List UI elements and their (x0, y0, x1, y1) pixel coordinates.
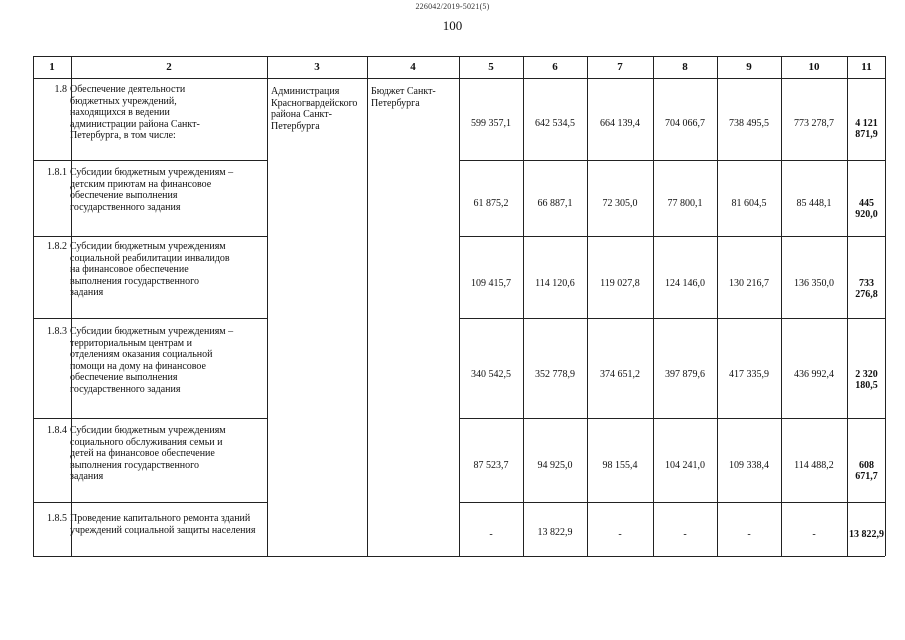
row-value-y5: - (747, 529, 751, 540)
row-value-y5: 130 216,7 (729, 278, 769, 289)
row-value-y6: 436 992,4 (794, 369, 834, 380)
row-code: 1.8 (54, 84, 67, 95)
row-value-y1: 340 542,5 (471, 369, 511, 380)
column-divider (523, 56, 524, 556)
row-value-y3: 374 651,2 (600, 369, 640, 380)
row-divider (33, 236, 267, 237)
header-col-9: 9 (746, 61, 752, 73)
row-value-y1: 87 523,7 (473, 460, 509, 471)
row-value-y3: 72 305,0 (602, 198, 638, 209)
row-value-y2: 66 887,1 (537, 198, 573, 209)
row-name: Субсидии бюджетным учреждениям социального обслуживания семьи и детей на финансовое обеспечение выполнения государственного задания (70, 425, 226, 483)
header-col-11: 11 (861, 61, 872, 73)
row-name: Субсидии бюджетным учреждениям – территориальным центрам и отделениям оказания социальной помощи на дому на финансовое обеспечение выполнения государственного задания (70, 326, 234, 395)
row-value-y4: 397 879,6 (665, 369, 705, 380)
row-value-y6: 136 350,0 (794, 278, 834, 289)
row-name: Обеспечение деятельности бюджетных учреждений, находящихся в ведении администрации района Санкт-Петербурга, в том числе: (70, 84, 200, 142)
row-value-y4: - (683, 529, 687, 540)
row-code: 1.8.2 (47, 241, 67, 252)
header-col-1: 1 (49, 61, 55, 73)
row-divider (33, 502, 267, 503)
row-value-y1: 61 875,2 (473, 198, 509, 209)
column-divider (459, 56, 460, 556)
row-total: 4 121 871,9 (855, 118, 878, 140)
row-value-y5: 417 335,9 (729, 369, 769, 380)
row-name: Проведение капитального ремонта зданий учреждений социальной защиты населения (70, 513, 256, 536)
header-col-6: 6 (552, 61, 558, 73)
row-code: 1.8.1 (47, 167, 67, 178)
row-value-y2: 352 778,9 (535, 369, 575, 380)
row-value-y1: 599 357,1 (471, 118, 511, 129)
row-name: Субсидии бюджетным учреждениям социальной реабилитации инвалидов на финансовое обеспечение выполнения государственного задания (70, 241, 230, 299)
column-divider (33, 56, 34, 556)
table-border (33, 556, 885, 557)
header-col-3: 3 (314, 61, 320, 73)
header-col-8: 8 (682, 61, 688, 73)
row-value-y6: 114 488,2 (794, 460, 834, 471)
header-col-4: 4 (410, 61, 416, 73)
row-value-y2: 13 822,9 (537, 527, 573, 538)
column-divider (587, 56, 588, 556)
row-divider (33, 418, 267, 419)
row-code: 1.8.3 (47, 326, 67, 337)
column-divider (267, 56, 268, 556)
row-value-y4: 704 066,7 (665, 118, 705, 129)
row-value-y1: 109 415,7 (471, 278, 511, 289)
column-divider (71, 56, 72, 556)
row-code: 1.8.5 (47, 513, 67, 524)
row-value-y6: 773 278,7 (794, 118, 834, 129)
row-value-y4: 77 800,1 (667, 198, 703, 209)
row-value-y1: - (489, 529, 493, 540)
row-value-y5: 81 604,5 (731, 198, 767, 209)
executor-cell: Администрация Красногвардейского района Санкт-Петербурга (271, 86, 358, 132)
row-value-y2: 642 534,5 (535, 118, 575, 129)
row-value-y2: 94 925,0 (537, 460, 573, 471)
row-name: Субсидии бюджетным учреждениям – детским приютам на финансовое обеспечение выполнения государственного задания (70, 167, 234, 213)
column-divider (367, 56, 368, 556)
column-divider (653, 56, 654, 556)
row-value-y4: 104 241,0 (665, 460, 705, 471)
row-total: 2 320 180,5 (855, 369, 878, 391)
row-divider (33, 160, 267, 161)
row-value-y6: - (812, 529, 816, 540)
row-value-y5: 738 495,5 (729, 118, 769, 129)
row-value-y6: 85 448,1 (796, 198, 832, 209)
row-total: 733 276,8 (855, 278, 878, 300)
row-value-y3: - (618, 529, 622, 540)
header-col-5: 5 (488, 61, 494, 73)
page-number: 100 (442, 18, 463, 33)
row-value-y2: 114 120,6 (535, 278, 575, 289)
column-divider (885, 56, 886, 556)
document-code: 226042/2019-5021(5) (415, 2, 490, 11)
row-value-y4: 124 146,0 (665, 278, 705, 289)
header-col-10: 10 (808, 61, 820, 73)
source-cell: Бюджет Санкт-Петербурга (371, 86, 436, 109)
row-total: 608 671,7 (855, 460, 878, 482)
header-col-7: 7 (617, 61, 623, 73)
header-col-2: 2 (166, 61, 172, 73)
row-value-y5: 109 338,4 (729, 460, 769, 471)
column-divider (847, 56, 848, 556)
row-value-y3: 664 139,4 (600, 118, 640, 129)
budget-table (33, 56, 886, 556)
row-value-y3: 98 155,4 (602, 460, 638, 471)
row-total: 13 822,9 (849, 529, 884, 540)
column-divider (717, 56, 718, 556)
row-divider (33, 318, 267, 319)
row-total: 445 920,0 (855, 198, 878, 220)
row-code: 1.8.4 (47, 425, 67, 436)
row-value-y3: 119 027,8 (600, 278, 640, 289)
column-divider (781, 56, 782, 556)
